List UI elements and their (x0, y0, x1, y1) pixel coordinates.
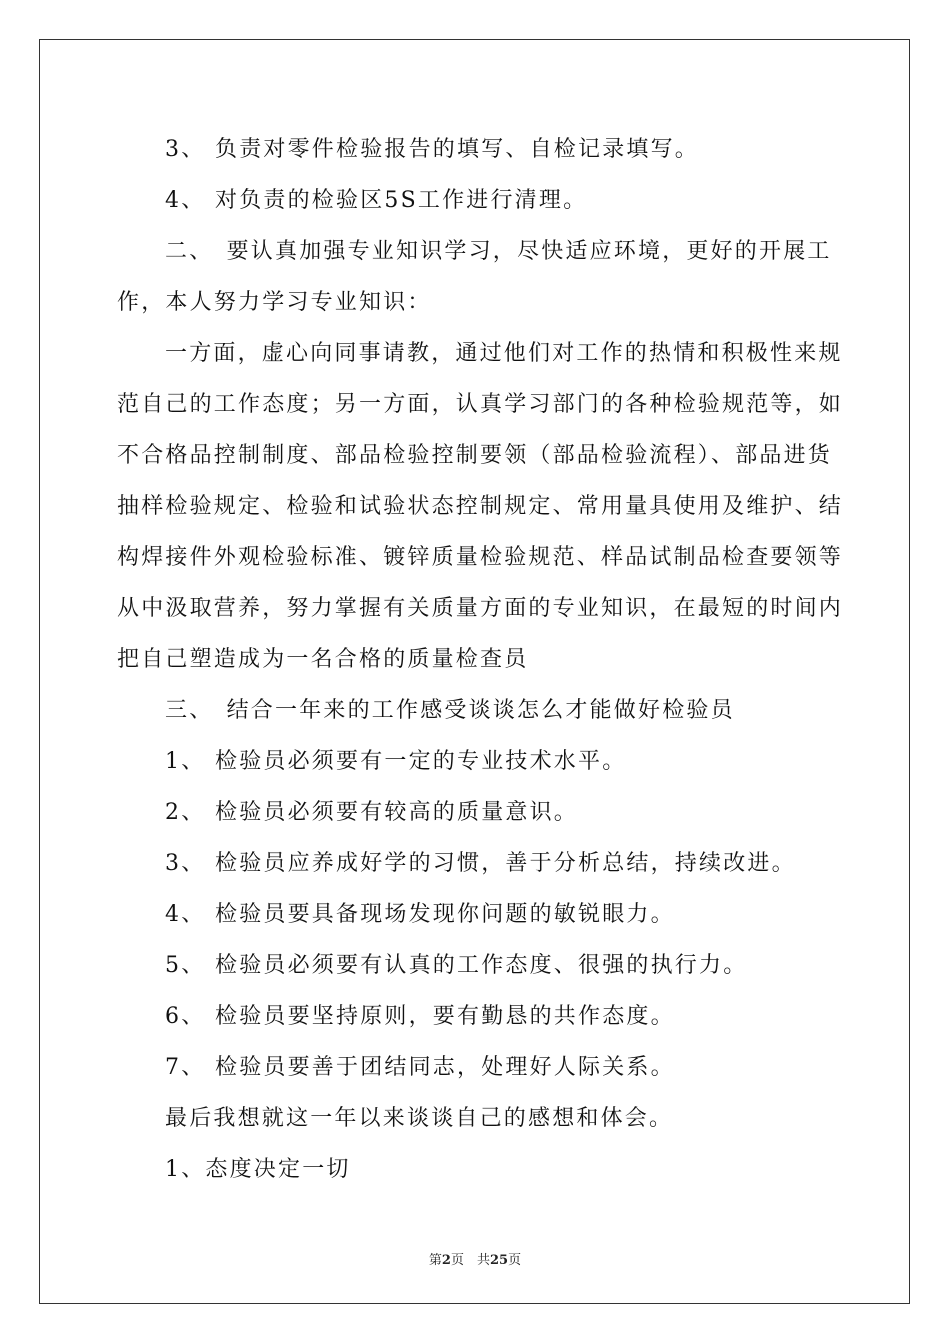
subheading (117, 1144, 839, 1195)
list-number: 3、 (165, 137, 206, 162)
line-text: 抽样检验规定、检验和试验状态控制规定、常用量具使用及维护、结 (117, 494, 844, 519)
paragraph-line (117, 481, 844, 532)
list-item (117, 838, 839, 889)
document-body (117, 124, 844, 1195)
page-number-current: 2 (441, 1253, 451, 1268)
page-number-mid: 页 共 (450, 1253, 490, 1268)
list-number: 6、 (165, 1004, 206, 1029)
paragraph-line (117, 175, 839, 226)
paragraph-line (117, 124, 839, 175)
line-text: 负责对零件检验报告的填写、自检记录填写。 (215, 137, 700, 162)
line-text: 检验员要具备现场发现你问题的敏锐眼力。 (215, 902, 675, 927)
list-item (117, 940, 839, 991)
list-number: 3、 (165, 851, 206, 876)
line-text: 把自己塑造成为一名合格的质量检查员 (117, 647, 529, 672)
paragraph-line (117, 583, 844, 634)
section-heading (117, 685, 839, 736)
line-text: 不合格品控制制度、部品检验控制要领（部品检验流程）、部品进货 (117, 443, 833, 468)
section-heading (117, 226, 839, 277)
list-number: 7、 (165, 1055, 206, 1080)
page-number-suffix: 页 (508, 1253, 522, 1268)
line-text: 检验员要善于团结同志，处理好人际关系。 (215, 1055, 675, 1080)
list-number: 5、 (165, 953, 206, 978)
page-number-prefix: 第 (428, 1253, 442, 1268)
line-text: 检验员必须要有较高的质量意识。 (215, 800, 579, 825)
list-number: 1、 (165, 749, 206, 774)
list-item (117, 991, 839, 1042)
list-item (117, 1042, 839, 1093)
page-number-total: 25 (489, 1253, 509, 1268)
line-text: 三、 结合一年来的工作感受谈谈怎么才能做好检验员 (165, 698, 735, 723)
line-text: 一方面，虚心向同事请教，通过他们对工作的热情和积极性来规 (165, 341, 843, 366)
paragraph-line (117, 430, 839, 481)
line-text: 从中汲取营养，努力掌握有关质量方面的专业知识，在最短的时间内 (117, 596, 844, 621)
list-number: 4、 (165, 902, 206, 927)
paragraph-line (117, 634, 839, 685)
paragraph-line (117, 277, 839, 328)
paragraph-line (117, 532, 844, 583)
line-text: 检验员必须要有认真的工作态度、很强的执行力。 (215, 953, 748, 978)
line-text: 1、态度决定一切 (165, 1157, 351, 1182)
line-text: 检验员要坚持原则，要有勤恳的共作态度。 (215, 1004, 675, 1029)
list-number: 4、 (165, 188, 206, 213)
paragraph-line (117, 379, 844, 430)
line-text: 构焊接件外观检验标准、镀锌质量检验规范、样品试制品检查要领等 (117, 545, 844, 570)
line-text: 二、 要认真加强专业知识学习，尽快适应环境，更好的开展工 (165, 239, 832, 264)
list-item (117, 889, 839, 940)
page-footer (0, 1249, 950, 1268)
line-text: 检验员应养成好学的习惯，善于分析总结，持续改进。 (215, 851, 796, 876)
list-item (117, 787, 839, 838)
line-text: 作，本人努力学习专业知识： (117, 290, 432, 315)
paragraph-line (117, 328, 843, 379)
list-number: 2、 (165, 800, 206, 825)
list-item (117, 736, 839, 787)
line-text: 对负责的检验区5S工作进行清理。 (215, 188, 588, 213)
paragraph-line (117, 1093, 839, 1144)
line-text: 检验员必须要有一定的专业技术水平。 (215, 749, 627, 774)
line-text: 范自己的工作态度；另一方面，认真学习部门的各种检验规范等，如 (117, 392, 844, 417)
line-text: 最后我想就这一年以来谈谈自己的感想和体会。 (165, 1106, 674, 1131)
